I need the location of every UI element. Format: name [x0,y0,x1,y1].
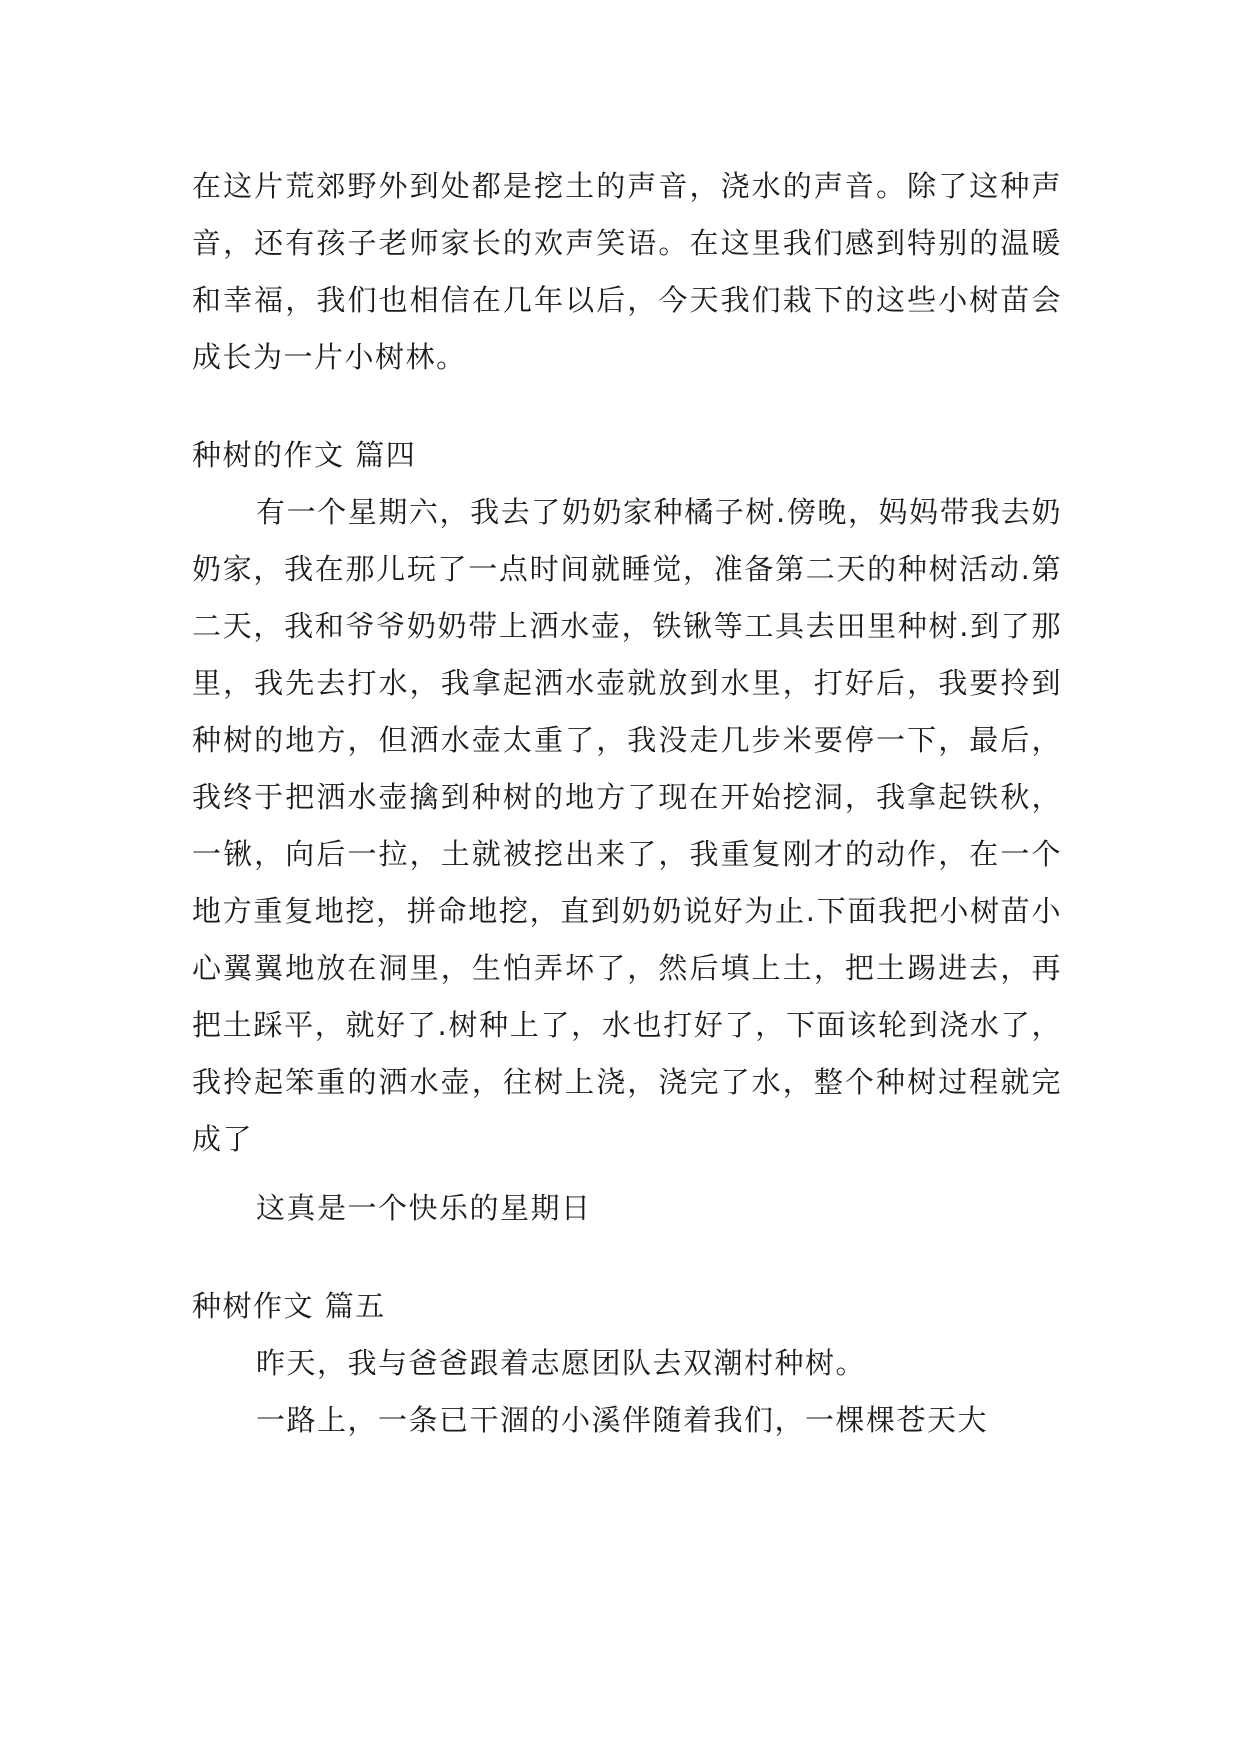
section-five-title: 种树作文 篇五 [192,1289,386,1323]
section-five-paragraph-2: 一路上，一条已干涸的小溪伴随着我们，一棵棵苍天大 [256,1403,989,1437]
section-four-paragraph-1: 有一个星期六，我去了奶奶家种橘子树.傍晚，妈妈带我去奶奶家，我在那儿玩了一点时间就睡觉，准备第二天的种树活动.第二天，我和爷爷奶奶带上洒水壶，铁锹等工具去田里种树.到了那里，我先去打水，我拿起洒水壶就放到水里，打好后，我要拎到种树的地方，但洒水壶太重了，我没走几步米要停一下，最后，我终于把洒水壶擒到种树的地方了现在开始挖洞，我拿起铁秋，一锹，向后一拉，土就被挖出来了，我重复刚才的动作，在一个地方重复地挖，拼命地挖，直到奶奶说好为止.下面我把小树苗小心翼翼地放在洞里，生怕弄坏了，然后填上土，把土踢进去，再把土踩平，就好了.树种上了，水也打好了，下面该轮到浇水了，我拎起笨重的洒水壶，往树上浇，浇完了水，整个种树过程就完成了 [192,495,1062,1156]
section-five-paragraph-1: 昨天，我与爸爸跟着志愿团队去双潮村种树。 [256,1346,867,1380]
document-body [192,158,1062,1449]
section-four-title: 种树的作文 篇四 [192,438,417,472]
intro-paragraph: 在这片荒郊野外到处都是挖土的声音，浇水的声音。除了这种声音，还有孩子老师家长的欢声笑语。在这里我们感到特别的温暖和幸福，我们也相信在几年以后，今天我们栽下的这些小树苗会成长为一片小树林。 [192,169,1062,374]
section-four-paragraph-2: 这真是一个快乐的星期日 [256,1191,592,1225]
